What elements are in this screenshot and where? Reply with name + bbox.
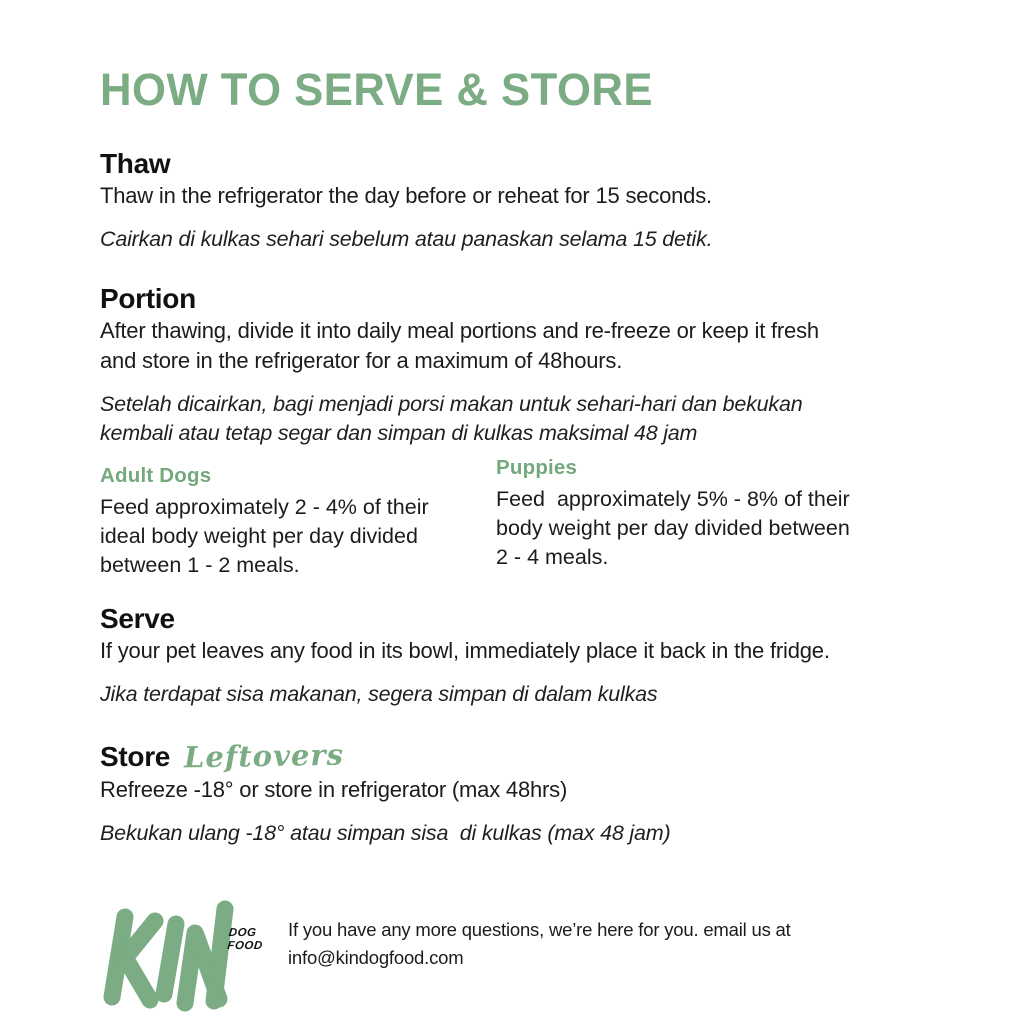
logo-i-stem bbox=[164, 924, 176, 994]
portion-body-indonesian-line: Setelah dicairkan, bagi menjadi porsi makan untuk sehari-hari dan bekukan bbox=[100, 392, 803, 416]
thaw-body-english: Thaw in the refrigerator the day before or reheat for 15 seconds. bbox=[100, 183, 712, 208]
portion-body-english-line: After thawing, divide it into daily meal portions and re-freeze or keep it fresh bbox=[100, 318, 819, 343]
feeding-guide-columns bbox=[100, 456, 928, 580]
store-leftovers-accent: Leftovers bbox=[183, 737, 345, 775]
section-serve bbox=[100, 604, 928, 709]
puppies-body bbox=[496, 485, 928, 572]
store-body-english: Refreeze -18° or store in refrigerator (max 48hrs) bbox=[100, 777, 568, 802]
puppies-body-line: 2 - 4 meals. bbox=[496, 545, 609, 569]
footer bbox=[0, 900, 1024, 1016]
contact-question-text: If you have any more questions, we’re here for you. email us at bbox=[288, 919, 791, 940]
contact-info bbox=[268, 900, 791, 972]
portion-body-english-line: and store in the refrigerator for a maximum of 48hours. bbox=[100, 348, 623, 373]
kin-logo bbox=[100, 900, 268, 1016]
section-portion bbox=[100, 284, 928, 448]
adult-dogs-column bbox=[100, 464, 496, 580]
serve-heading: Serve bbox=[100, 603, 175, 634]
adult-dogs-body-line: ideal body weight per day divided bbox=[100, 524, 418, 548]
store-body-indonesian: Bekukan ulang -18° atau simpan sisa di kulkas (max 48 jam) bbox=[100, 821, 671, 845]
kin-logo-mark bbox=[100, 900, 268, 1016]
serve-body-indonesian: Jika terdapat sisa makanan, segera simpan di dalam kulkas bbox=[100, 682, 658, 706]
logo-k-lower-arm bbox=[127, 961, 150, 1000]
section-store bbox=[100, 739, 928, 848]
logo-n-right-stem bbox=[214, 909, 225, 1001]
puppies-label: Puppies bbox=[496, 456, 578, 479]
thaw-body-indonesian: Cairkan di kulkas sehari sebelum atau panaskan selama 15 detik. bbox=[100, 227, 713, 251]
logo-sub-line: DOG bbox=[228, 927, 258, 939]
page-title: HOW TO SERVE & STORE bbox=[100, 64, 654, 115]
store-heading-row bbox=[100, 739, 928, 773]
contact-email: info@kindogfood.com bbox=[288, 947, 464, 968]
logo-sub-line: FOOD bbox=[226, 940, 264, 952]
store-heading: Store bbox=[100, 741, 171, 772]
thaw-heading: Thaw bbox=[100, 148, 171, 179]
portion-body-indonesian-line: kembali atau tetap segar dan simpan di kulkas maksimal 48 jam bbox=[100, 421, 698, 445]
portion-body-indonesian bbox=[100, 390, 928, 448]
adult-dogs-label: Adult Dogs bbox=[100, 464, 212, 487]
puppies-column bbox=[496, 456, 928, 572]
section-thaw bbox=[100, 149, 928, 254]
serve-body-english: If your pet leaves any food in its bowl, immediately place it back in the fridge. bbox=[100, 638, 830, 663]
portion-body-english bbox=[100, 316, 928, 376]
adult-dogs-body-line: Feed approximately 2 - 4% of their bbox=[100, 495, 429, 519]
logo-dog-food-text bbox=[227, 927, 265, 953]
puppies-body-line: body weight per day divided between bbox=[496, 516, 850, 540]
adult-dogs-body-line: between 1 - 2 meals. bbox=[100, 553, 300, 577]
adult-dogs-body bbox=[100, 493, 496, 580]
portion-heading: Portion bbox=[100, 283, 196, 314]
puppies-body-line: Feed approximately 5% - 8% of their bbox=[496, 487, 850, 511]
